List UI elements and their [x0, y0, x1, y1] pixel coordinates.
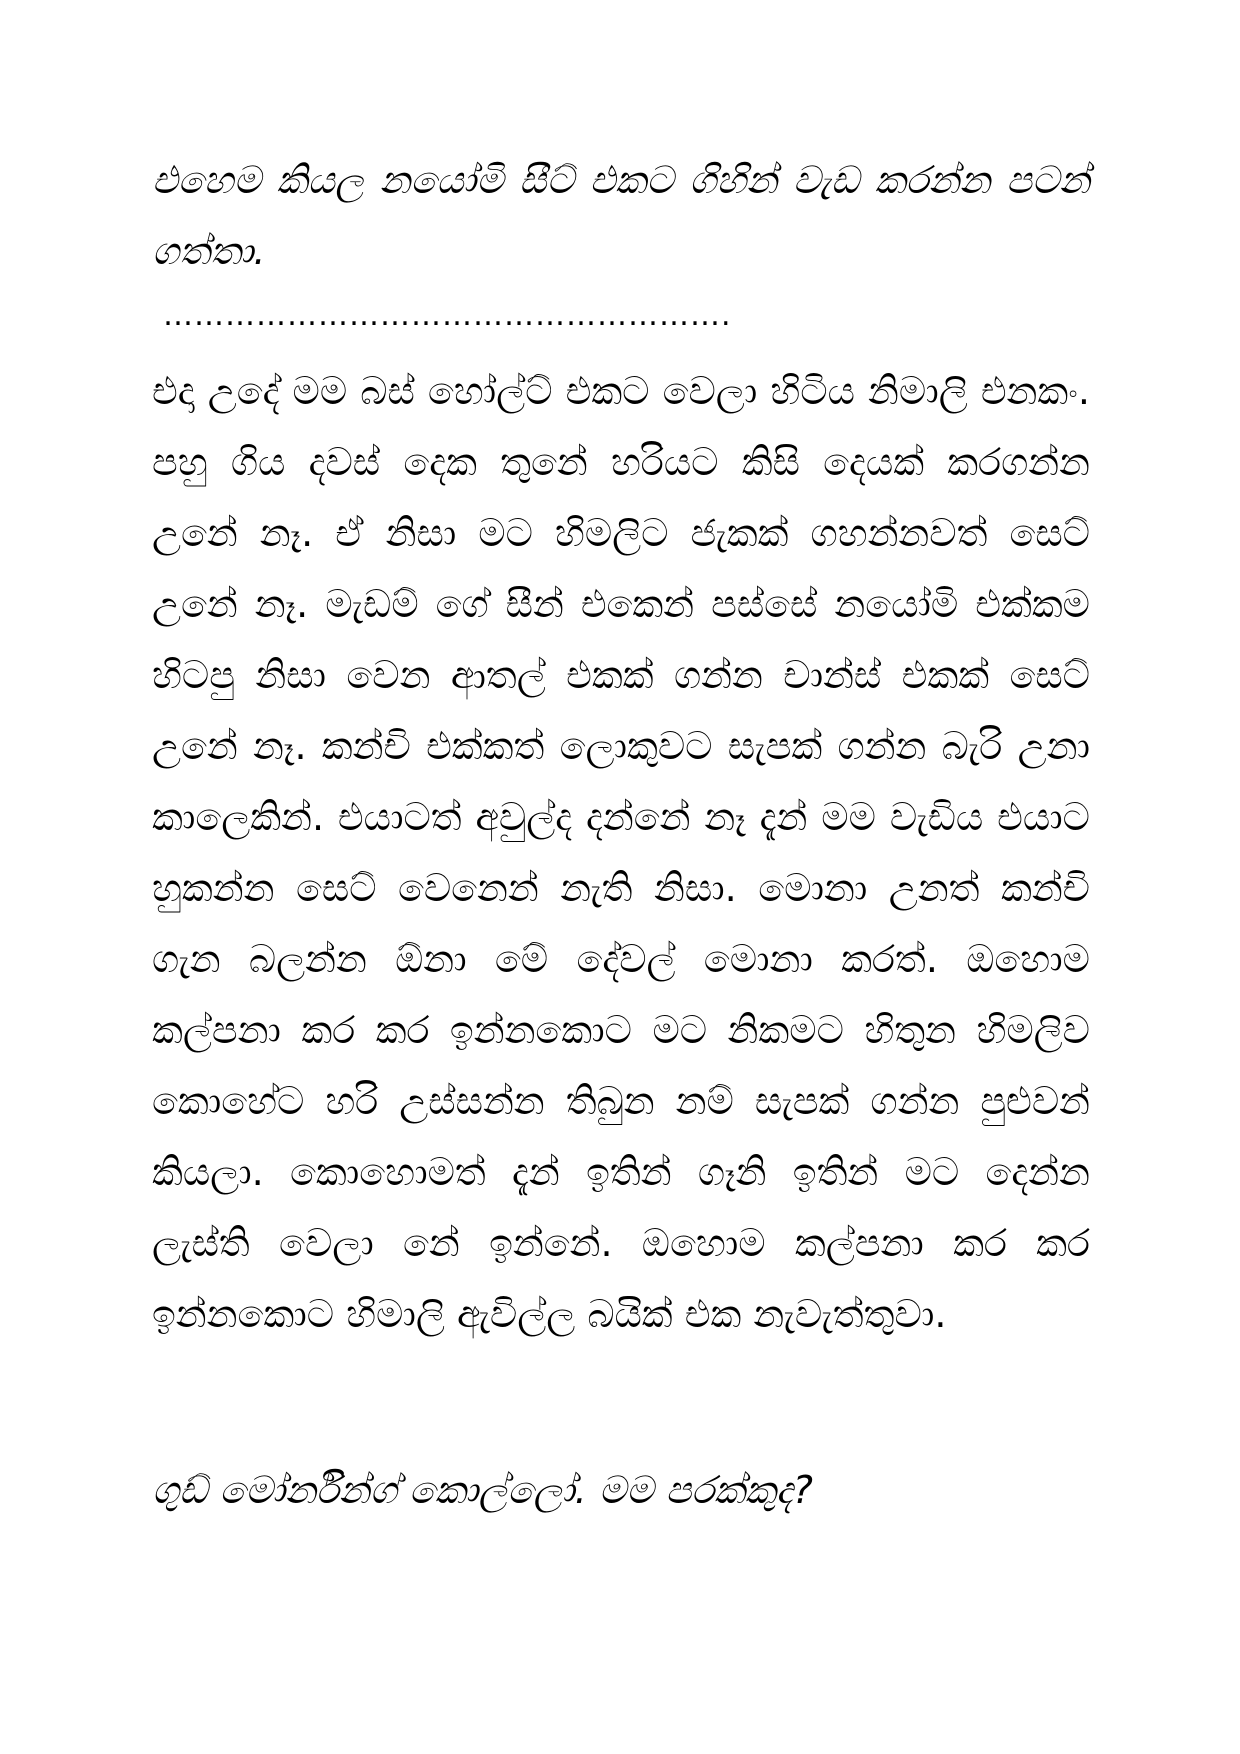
section-separator: ………………………………………………. — [163, 298, 732, 333]
narrative-paragraph: එදා උදේ මම බස් හෝල්ට් එකට වෙලා හිටිය නිමාලි එනකං. පහු ගිය දවස් දෙක තුනේ හරියට කිසි දෙයක් කරගන්න උනේ නෑ. ඒ නිසා මට හිමලිට ජැකක් ගහන්නවත් සෙට් උනේ නෑ. මැඩම් ගේ සීන් එකෙන් පස්සේ නයෝමි එක්කම හිටපු නිසා වෙන ආතල් එකක් ගන්න චාන්ස් එකක් සෙට් උනේ නෑ. කන්චි එක්කත් ලොකුවට සැපක් ගන්න බැරි උනා කාලෙකින්. එයාටත් අවුල්ද දන්නේ නෑ දැන් මම වැඩිය එයාට හුකන්න සෙට් වෙනෙන් නැති නිසා. මොනා උනත් කන්චි ගැන බලන්න ඕනා මේ දේවල් මොනා කරත්. ඔහොම කල්පනා කර කර ඉන්නකොට මට නිකමට හිතුන හිමලිව කොහේට හරි උස්සන්න තිබුන නම් සැපක් ගන්න පුළුවන් කියලා. කොහොමත් දැන් ඉතින් ගෑනි ඉතින් මට දෙන්න ලැස්ති වෙලා නේ ඉන්නේ. ඔහොම කල්පනා කර කර ඉන්නකොට හිමාලි ඇවිල්ල බයික් එක නැවැත්තුවා. — [152, 369, 1090, 1336]
dialogue-paragraph-2: ගුඩ් මෝර්නින්ග් කොල්ලෝ. මම පරක්කුද? — [152, 1468, 813, 1512]
dialogue-paragraph-1: එහෙම කියල නයෝමි සීට් එකට ගිහින් වැඩ කරන්න පටන් ගත්තා. — [152, 158, 1090, 273]
